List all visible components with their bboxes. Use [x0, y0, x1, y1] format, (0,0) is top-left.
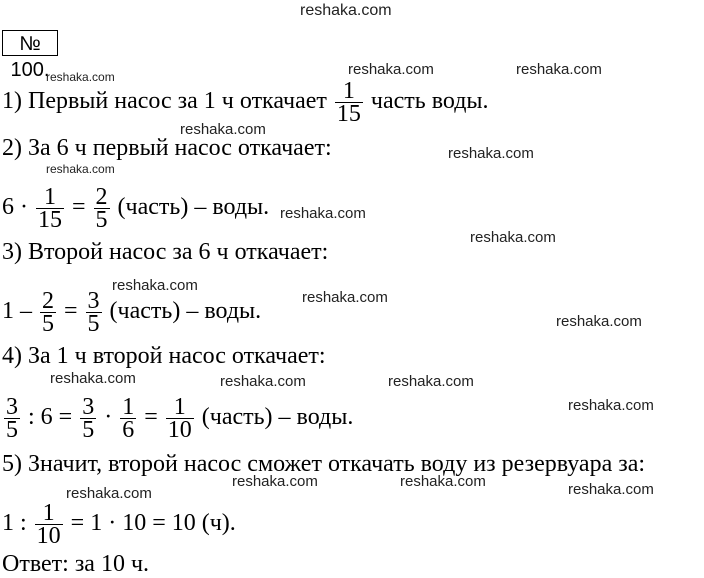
formula-suffix: = 1 · 10 = 10 (ч).	[70, 510, 236, 537]
watermark: reshaka.com	[46, 70, 115, 84]
watermark: reshaka.com	[50, 370, 136, 387]
numerator: 1	[35, 502, 63, 525]
formula-part: 6 ·	[2, 194, 28, 221]
denominator: 10	[167, 417, 192, 443]
step-3-line: 3) Второй насос за 6 ч откачает:	[2, 239, 329, 265]
numerator: 2	[42, 288, 54, 314]
problem-number: № 100.	[2, 30, 58, 56]
fraction	[35, 502, 63, 547]
watermark: reshaka.com	[302, 289, 388, 306]
denominator: 5	[82, 417, 95, 443]
watermark: reshaka.com	[568, 481, 654, 498]
equals-sign: =	[72, 194, 86, 221]
denominator: 15	[336, 101, 361, 127]
numerator: 1	[122, 394, 135, 420]
denominator: 5	[95, 207, 108, 233]
fraction	[36, 186, 64, 231]
watermark: reshaka.com	[568, 397, 654, 414]
numerator: 3	[82, 394, 95, 420]
numerator: 1	[335, 80, 363, 103]
numerator: 2	[95, 184, 108, 210]
denominator: 6	[122, 417, 135, 443]
formula-part: : 6 =	[28, 404, 73, 431]
watermark: reshaka.com	[348, 61, 434, 78]
step-5-line: 5) Значит, второй насос сможет откачать воду из резервуара за:	[2, 451, 646, 477]
watermark: reshaka.com	[220, 373, 306, 390]
step-2-line: 2) За 6 ч первый насос откачает:	[2, 135, 332, 161]
step-4-formula	[2, 396, 353, 441]
fraction	[86, 290, 102, 335]
watermark: reshaka.com	[448, 145, 534, 162]
denominator: 5	[87, 311, 100, 337]
formula-suffix: (часть) – воды.	[201, 404, 354, 431]
site-header: reshaka.com	[300, 2, 392, 19]
step-1-line	[2, 80, 489, 125]
watermark: reshaka.com	[112, 277, 198, 294]
fraction	[166, 396, 194, 441]
numerator: 3	[6, 394, 18, 420]
step-2-formula	[2, 186, 269, 231]
formula-suffix: (часть) – воды.	[117, 194, 270, 221]
step-5-formula	[2, 502, 236, 547]
equals-sign: =	[64, 298, 78, 325]
watermark: reshaka.com	[388, 373, 474, 390]
fraction	[94, 186, 110, 231]
step-3-formula	[2, 290, 261, 335]
watermark: reshaka.com	[470, 229, 556, 246]
watermark: reshaka.com	[66, 485, 152, 502]
step-1-text-end: часть воды.	[370, 88, 489, 115]
denominator: 5	[6, 417, 18, 443]
watermark: reshaka.com	[516, 61, 602, 78]
answer-line: Ответ: за 10 ч.	[2, 551, 150, 577]
denominator: 10	[36, 523, 61, 549]
step-1-text: 1) Первый насос за 1 ч откачает	[2, 88, 327, 115]
numerator: 1	[36, 186, 64, 209]
watermark: reshaka.com	[280, 205, 366, 222]
equals-sign: =	[144, 404, 158, 431]
fraction	[80, 396, 96, 441]
numerator: 3	[87, 288, 100, 314]
formula-part: 1 –	[2, 298, 32, 325]
multiply-dot: ·	[104, 404, 113, 431]
watermark: reshaka.com	[400, 473, 486, 490]
fraction	[4, 396, 20, 441]
formula-suffix: (часть) – воды.	[109, 298, 262, 325]
numerator: 1	[166, 396, 194, 419]
denominator: 5	[42, 311, 54, 337]
watermark: reshaka.com	[556, 313, 642, 330]
fraction	[40, 290, 56, 335]
watermark: reshaka.com	[180, 121, 266, 138]
step-4-line: 4) За 1 ч второй насос откачает:	[2, 343, 326, 369]
denominator: 15	[38, 207, 62, 233]
fraction-1-15	[335, 80, 363, 125]
watermark: reshaka.com	[232, 473, 318, 490]
formula-part: 1 :	[2, 510, 27, 537]
watermark: reshaka.com	[46, 162, 115, 176]
fraction	[120, 396, 136, 441]
